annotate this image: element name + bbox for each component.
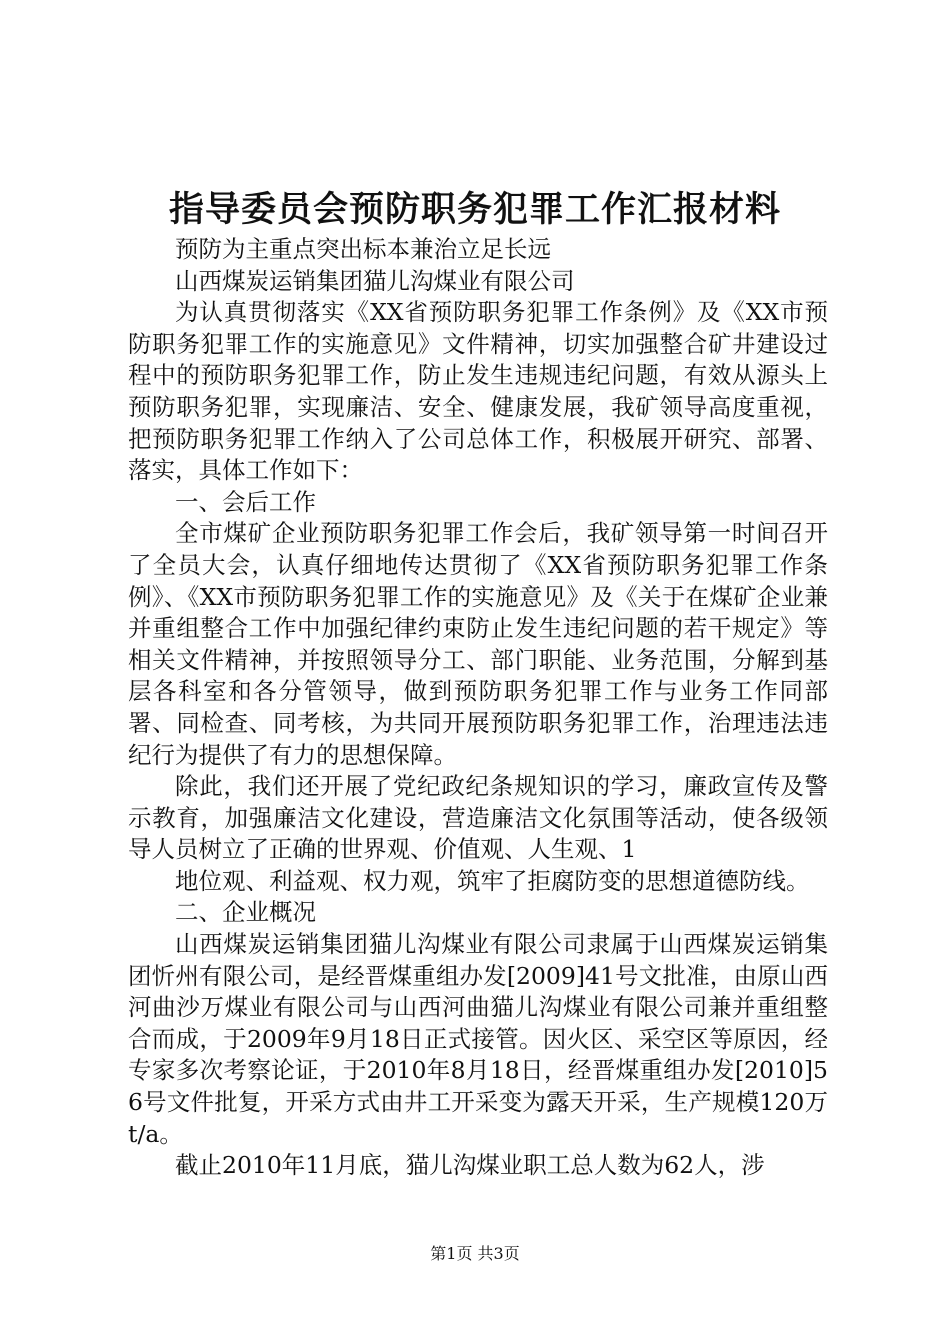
section-heading-1: 一、会后工作 [175,487,316,516]
section-1-paragraph-3: 地位观、利益观、权力观，筑牢了拒腐防变的思想道德防线。 [175,866,810,895]
section-1-paragraph: 全市煤矿企业预防职务犯罪工作会后，我矿领导第一时间召开了全员大会，认真仔细地传达贯彻了《XX省预防职务犯罪工作条例》、《XX市预防职务犯罪工作的实施意见》及《关于在煤矿企业兼并重组整合工作中加强纪律约束防止发生违纪问题的若干规定》等相关文件精神，并按照领导分工、部门职能、业务范围，分解到基层各科室和各分管领导，做到预防职务犯罪工作与业务工作同部署、同检查、同考核，为共同开展预防职务犯罪工作，治理违法违纪行为提供了有力的思想保障。 [128,519,828,769]
section-heading-2: 二、企业概况 [175,898,316,927]
document-title: 指导委员会预防职务犯罪工作汇报材料 [168,189,781,230]
document-body [128,234,828,1182]
section-2-paragraph-2: 截止2010年11月底，猫儿沟煤业职工总人数为62人，涉 [175,1151,765,1180]
subtitle-slogan: 预防为主重点突出标本兼治立足长远 [175,235,551,263]
company-name-line: 山西煤炭运销集团猫儿沟煤业有限公司 [175,266,575,295]
page-number-footer: 第1页 共3页 [430,1244,520,1263]
section-1-paragraph-2: 除此，我们还开展了党纪政纪条规知识的学习，廉政宣传及警示教育，加强廉洁文化建设，营造廉洁文化氛围等活动，使各级领导人员树立了正确的世界观、价值观、人生观、1 [128,772,828,864]
intro-paragraph: 为认真贯彻落实《XX省预防职务犯罪工作条例》及《XX市预防职务犯罪工作的实施意见》文件精神，切实加强整合矿井建设过程中的预防职务犯罪工作，防止发生违规违纪问题，有效从源头上预防职务犯罪，实现廉洁、安全、健康发展，我矿领导高度重视，把预防职务犯罪工作纳入了公司总体工作，积极展开研究、部署、落实，具体工作如下： [128,298,828,485]
section-2-paragraph: 山西煤炭运销集团猫儿沟煤业有限公司隶属于山西煤炭运销集团忻州有限公司，是经晋煤重组办发[2009]41号文批准，由原山西河曲沙万煤业有限公司与山西河曲猫儿沟煤业有限公司兼并重组整合而成，于2009年9月18日正式接管。因火区、采空区等原因，经专家多次考察论证，于2010年8月18日，经晋煤重组办发[2010]56号文件批复，开采方式由井工开采变为露天开采，生产规模120万t/a。 [128,930,828,1148]
